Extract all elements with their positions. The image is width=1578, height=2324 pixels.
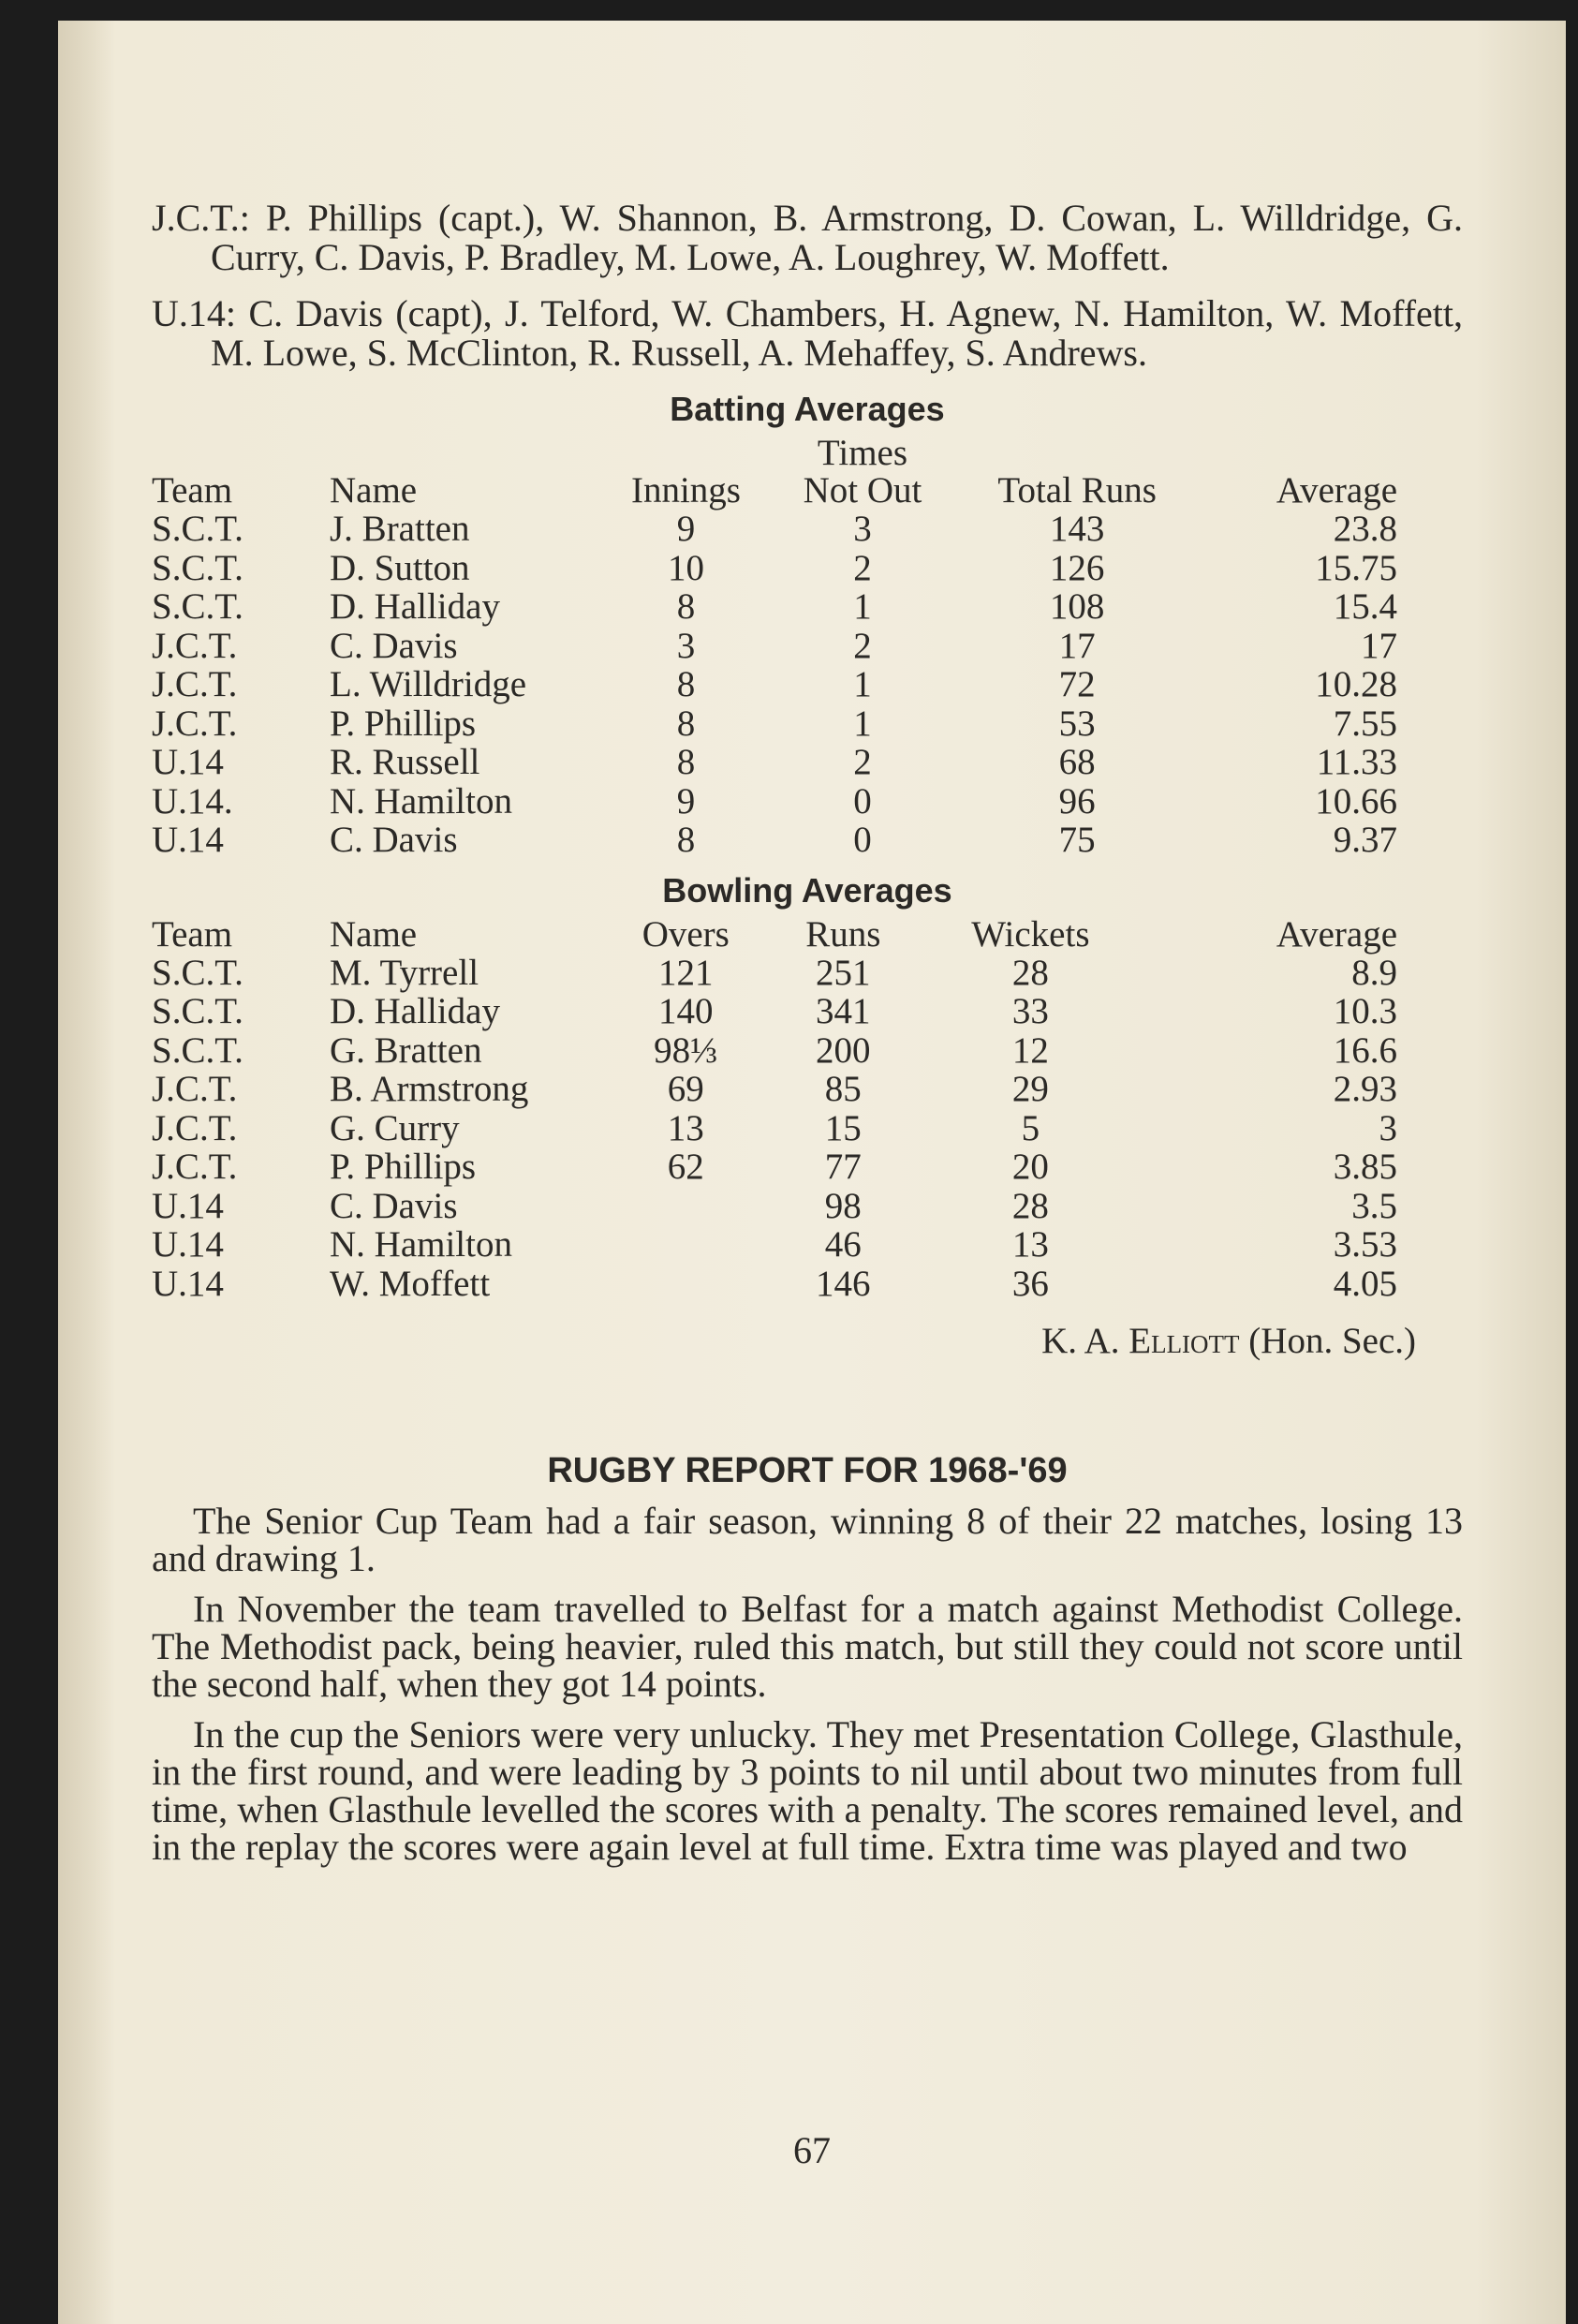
bowling-cell-overs: 62: [667, 1147, 704, 1187]
batting-cell-team: J.C.T.: [152, 625, 238, 666]
bowling-cell-team: U.14: [152, 1185, 224, 1226]
batting-cell-name: C. Davis: [330, 820, 458, 860]
batting-cell-innings: 8: [676, 664, 696, 704]
batting-cell-team: J.C.T.: [152, 703, 238, 744]
bowling-cell-runs: 15: [824, 1107, 862, 1148]
batting-cell-avg: 9.37: [1333, 820, 1397, 860]
batting-cell-team: U.14: [152, 742, 224, 782]
batting-cell-avg: 15.4: [1333, 586, 1397, 627]
batting-body: [152, 510, 1416, 860]
batting-header-name: Name: [330, 470, 418, 511]
bowling-row: [152, 992, 1416, 1031]
bowling-row: [152, 1225, 1416, 1265]
batting-cell-runs: 75: [1058, 820, 1096, 860]
batting-row: [152, 627, 1416, 666]
bowling-header-row: [152, 916, 1416, 954]
bowling-cell-team: J.C.T.: [152, 1107, 238, 1148]
batting-cell-runs: 96: [1058, 780, 1096, 822]
page-number: 67: [793, 2129, 831, 2171]
batting-cell-not_out: 3: [853, 509, 872, 549]
batting-cell-innings: 8: [676, 586, 696, 627]
bowling-cell-wickets: 29: [1011, 1069, 1049, 1109]
batting-row: [152, 510, 1416, 549]
bowling-cell-name: B. Armstrong: [330, 1069, 529, 1109]
batting-cell-runs: 143: [1049, 509, 1105, 549]
batting-cell-runs: 126: [1049, 547, 1105, 588]
bowling-cell-avg: 3: [1379, 1107, 1397, 1148]
batting-cell-not_out: 2: [853, 547, 872, 588]
batting-cell-team: S.C.T.: [152, 547, 243, 588]
bowling-cell-avg: 2.93: [1333, 1069, 1397, 1109]
batting-cell-avg: 11.33: [1316, 742, 1397, 782]
batting-row: [152, 587, 1416, 627]
batting-header-not-out-line2: Not Out: [803, 470, 922, 511]
roster-u14: U.14: C. Davis (capt), J. Telford, W. Chambers, H. Agnew, N. Hamilton, W. Moffett, M. Lowe, S. McClinton, R. Russell, A. Mehaffey, S. Andrews.: [152, 292, 1463, 374]
bowling-cell-overs: 98⅓: [654, 1029, 718, 1071]
bowling-row: [152, 954, 1416, 993]
bowling-row: [152, 1265, 1416, 1304]
page-content: [152, 199, 1463, 1879]
bowling-cell-wickets: 20: [1011, 1147, 1049, 1187]
bowling-cell-team: S.C.T.: [152, 952, 243, 993]
bowling-cell-wickets: 13: [1011, 1224, 1049, 1265]
batting-cell-innings: 9: [676, 509, 696, 549]
bowling-cell-wickets: 28: [1011, 952, 1049, 993]
bowling-row: [152, 1147, 1416, 1187]
bowling-averages-table: [152, 913, 1416, 1304]
batting-cell-innings: 3: [676, 625, 696, 666]
batting-cell-innings: 8: [676, 820, 696, 860]
batting-cell-not_out: 1: [853, 586, 872, 627]
batting-cell-name: D. Halliday: [330, 586, 500, 627]
bowling-cell-wickets: 28: [1011, 1185, 1049, 1226]
batting-cell-avg: 10.66: [1315, 780, 1397, 822]
batting-row: [152, 821, 1416, 860]
bowling-cell-avg: 10.3: [1333, 991, 1397, 1031]
bowling-cell-overs: 140: [658, 991, 714, 1031]
bowling-cell-runs: 85: [824, 1069, 862, 1109]
bowling-cell-team: S.C.T.: [152, 1029, 243, 1071]
batting-header-not-out-line1: Times: [817, 433, 908, 473]
page-gutter-shadow: [58, 21, 114, 2324]
batting-averages-title: Batting Averages: [670, 390, 945, 428]
batting-cell-not_out: 0: [853, 780, 872, 822]
bowling-cell-runs: 200: [816, 1029, 871, 1071]
batting-cell-avg: 17: [1361, 625, 1397, 666]
bowling-cell-name: D. Halliday: [330, 991, 500, 1031]
batting-cell-name: N. Hamilton: [330, 780, 512, 822]
bowling-cell-name: W. Moffett: [330, 1263, 491, 1304]
bowling-cell-name: G. Bratten: [330, 1029, 482, 1071]
bowling-cell-team: U.14: [152, 1263, 224, 1304]
bowling-cell-team: U.14: [152, 1224, 224, 1265]
bowling-header-overs: Overs: [642, 913, 730, 955]
signoff-role: (Hon. Sec.): [1248, 1321, 1416, 1361]
bowling-cell-runs: 146: [816, 1263, 871, 1304]
bowling-cell-runs: 77: [824, 1147, 862, 1187]
batting-cell-runs: 108: [1049, 586, 1105, 627]
bowling-cell-name: G. Curry: [330, 1107, 460, 1148]
batting-cell-team: J.C.T.: [152, 664, 238, 704]
batting-row: [152, 782, 1416, 822]
bowling-cell-overs: 121: [658, 952, 714, 993]
batting-cell-name: J. Bratten: [330, 509, 470, 549]
batting-cell-not_out: 1: [853, 703, 872, 744]
batting-header-row: [152, 435, 1416, 510]
bowling-cell-wickets: 12: [1011, 1029, 1049, 1071]
bowling-row: [152, 1070, 1416, 1109]
bowling-cell-avg: 16.6: [1333, 1029, 1397, 1071]
bowling-cell-runs: 98: [824, 1185, 862, 1226]
bowling-cell-overs: [601, 1187, 771, 1226]
bowling-cell-avg: 3.85: [1333, 1147, 1397, 1187]
batting-header-not-out: [771, 435, 954, 510]
batting-cell-name: L. Willdridge: [330, 664, 527, 704]
batting-cell-runs: 72: [1058, 664, 1096, 704]
book-page: [58, 21, 1566, 2324]
batting-cell-not_out: 2: [853, 625, 872, 666]
bowling-averages-title: Bowling Averages: [662, 870, 952, 910]
batting-cell-team: S.C.T.: [152, 509, 243, 549]
bowling-cell-avg: 3.53: [1333, 1224, 1397, 1265]
batting-cell-avg: 15.75: [1315, 547, 1397, 588]
bowling-row: [152, 1109, 1416, 1148]
batting-cell-avg: 10.28: [1315, 664, 1397, 704]
batting-row: [152, 704, 1416, 744]
bowling-row: [152, 1187, 1416, 1226]
batting-cell-not_out: 2: [853, 742, 872, 782]
batting-header-innings: Innings: [630, 470, 741, 511]
bowling-cell-name: C. Davis: [330, 1185, 458, 1226]
signoff-initials: K. A.: [1041, 1321, 1120, 1361]
batting-cell-team: S.C.T.: [152, 586, 243, 627]
bowling-cell-overs: 69: [667, 1069, 704, 1109]
batting-cell-not_out: 0: [853, 820, 872, 860]
bowling-cell-overs: 13: [667, 1107, 704, 1148]
rugby-report-title: RUGBY REPORT FOR 1968-'69: [547, 1451, 1068, 1490]
bowling-body: [152, 954, 1416, 1304]
batting-cell-name: R. Russell: [330, 742, 480, 782]
bowling-cell-avg: 4.05: [1333, 1263, 1397, 1304]
batting-cell-name: C. Davis: [330, 625, 458, 666]
bowling-header-runs: Runs: [805, 913, 881, 955]
bowling-cell-wickets: 36: [1011, 1263, 1049, 1304]
bowling-cell-avg: 3.5: [1351, 1185, 1397, 1226]
batting-cell-team: U.14: [152, 820, 224, 860]
bowling-cell-wickets: 5: [1021, 1107, 1040, 1148]
bowling-cell-overs: [601, 1265, 771, 1304]
batting-cell-name: P. Phillips: [330, 703, 477, 744]
batting-averages-table: [152, 435, 1416, 860]
batting-header-average: Average: [1276, 470, 1397, 511]
batting-cell-avg: 23.8: [1333, 509, 1397, 549]
batting-cell-runs: 68: [1058, 742, 1096, 782]
batting-row: [152, 549, 1416, 588]
signoff: [152, 1320, 1463, 1362]
bowling-cell-runs: 341: [816, 991, 871, 1031]
bowling-cell-team: J.C.T.: [152, 1147, 238, 1187]
batting-cell-innings: 9: [676, 780, 696, 822]
batting-cell-name: D. Sutton: [330, 547, 470, 588]
batting-header-total-runs: Total Runs: [997, 470, 1157, 511]
batting-cell-team: U.14.: [152, 780, 233, 822]
bowling-cell-name: M. Tyrrell: [330, 952, 479, 993]
bowling-cell-wickets: 33: [1011, 991, 1049, 1031]
bowling-header-name: Name: [330, 913, 418, 955]
bowling-cell-team: S.C.T.: [152, 991, 243, 1031]
bowling-header-team: Team: [152, 913, 233, 955]
rugby-paragraph: In November the team travelled to Belfast for a match against Methodist College. The Methodist pack, being heavier, ruled this match, but still they could not score until the second half, when they got 14 points.: [152, 1588, 1463, 1705]
batting-cell-innings: 8: [676, 742, 696, 782]
batting-cell-runs: 53: [1058, 703, 1096, 744]
bowling-cell-name: P. Phillips: [330, 1147, 477, 1187]
bowling-cell-runs: 46: [824, 1224, 862, 1265]
batting-cell-innings: 10: [667, 547, 704, 588]
signoff-surname: Elliott: [1128, 1321, 1240, 1361]
bowling-cell-overs: [601, 1225, 771, 1265]
bowling-cell-name: N. Hamilton: [330, 1224, 512, 1265]
bowling-row: [152, 1031, 1416, 1071]
batting-cell-runs: 17: [1058, 625, 1096, 666]
roster-jct: J.C.T.: P. Phillips (capt.), W. Shannon, B. Armstrong, D. Cowan, L. Willdridge, G. Curry, C. Davis, P. Bradley, M. Lowe, A. Loughrey, W. Moffett.: [152, 197, 1463, 278]
batting-row: [152, 665, 1416, 704]
batting-cell-not_out: 1: [853, 664, 872, 704]
bowling-header-wickets: Wickets: [971, 913, 1090, 955]
batting-row: [152, 743, 1416, 782]
bowling-cell-runs: 251: [816, 952, 871, 993]
bowling-header-average: Average: [1276, 913, 1397, 955]
bowling-cell-avg: 8.9: [1351, 952, 1397, 993]
batting-header-team: Team: [152, 470, 233, 511]
rugby-paragraph: In the cup the Seniors were very unlucky. They met Presentation College, Glasthule, in the first round, and were leading by 3 points to nil until about two minutes from full time, when Glasthule levelled the scores with a penalty. The scores remained level, and in the replay the scores were again level at full time. Extra time was played and two: [152, 1713, 1463, 1868]
batting-cell-innings: 8: [676, 703, 696, 744]
bowling-cell-team: J.C.T.: [152, 1069, 238, 1109]
rugby-paragraph: The Senior Cup Team had a fair season, winning 8 of their 22 matches, losing 13 and drawing 1.: [152, 1500, 1463, 1579]
batting-cell-avg: 7.55: [1333, 703, 1397, 744]
